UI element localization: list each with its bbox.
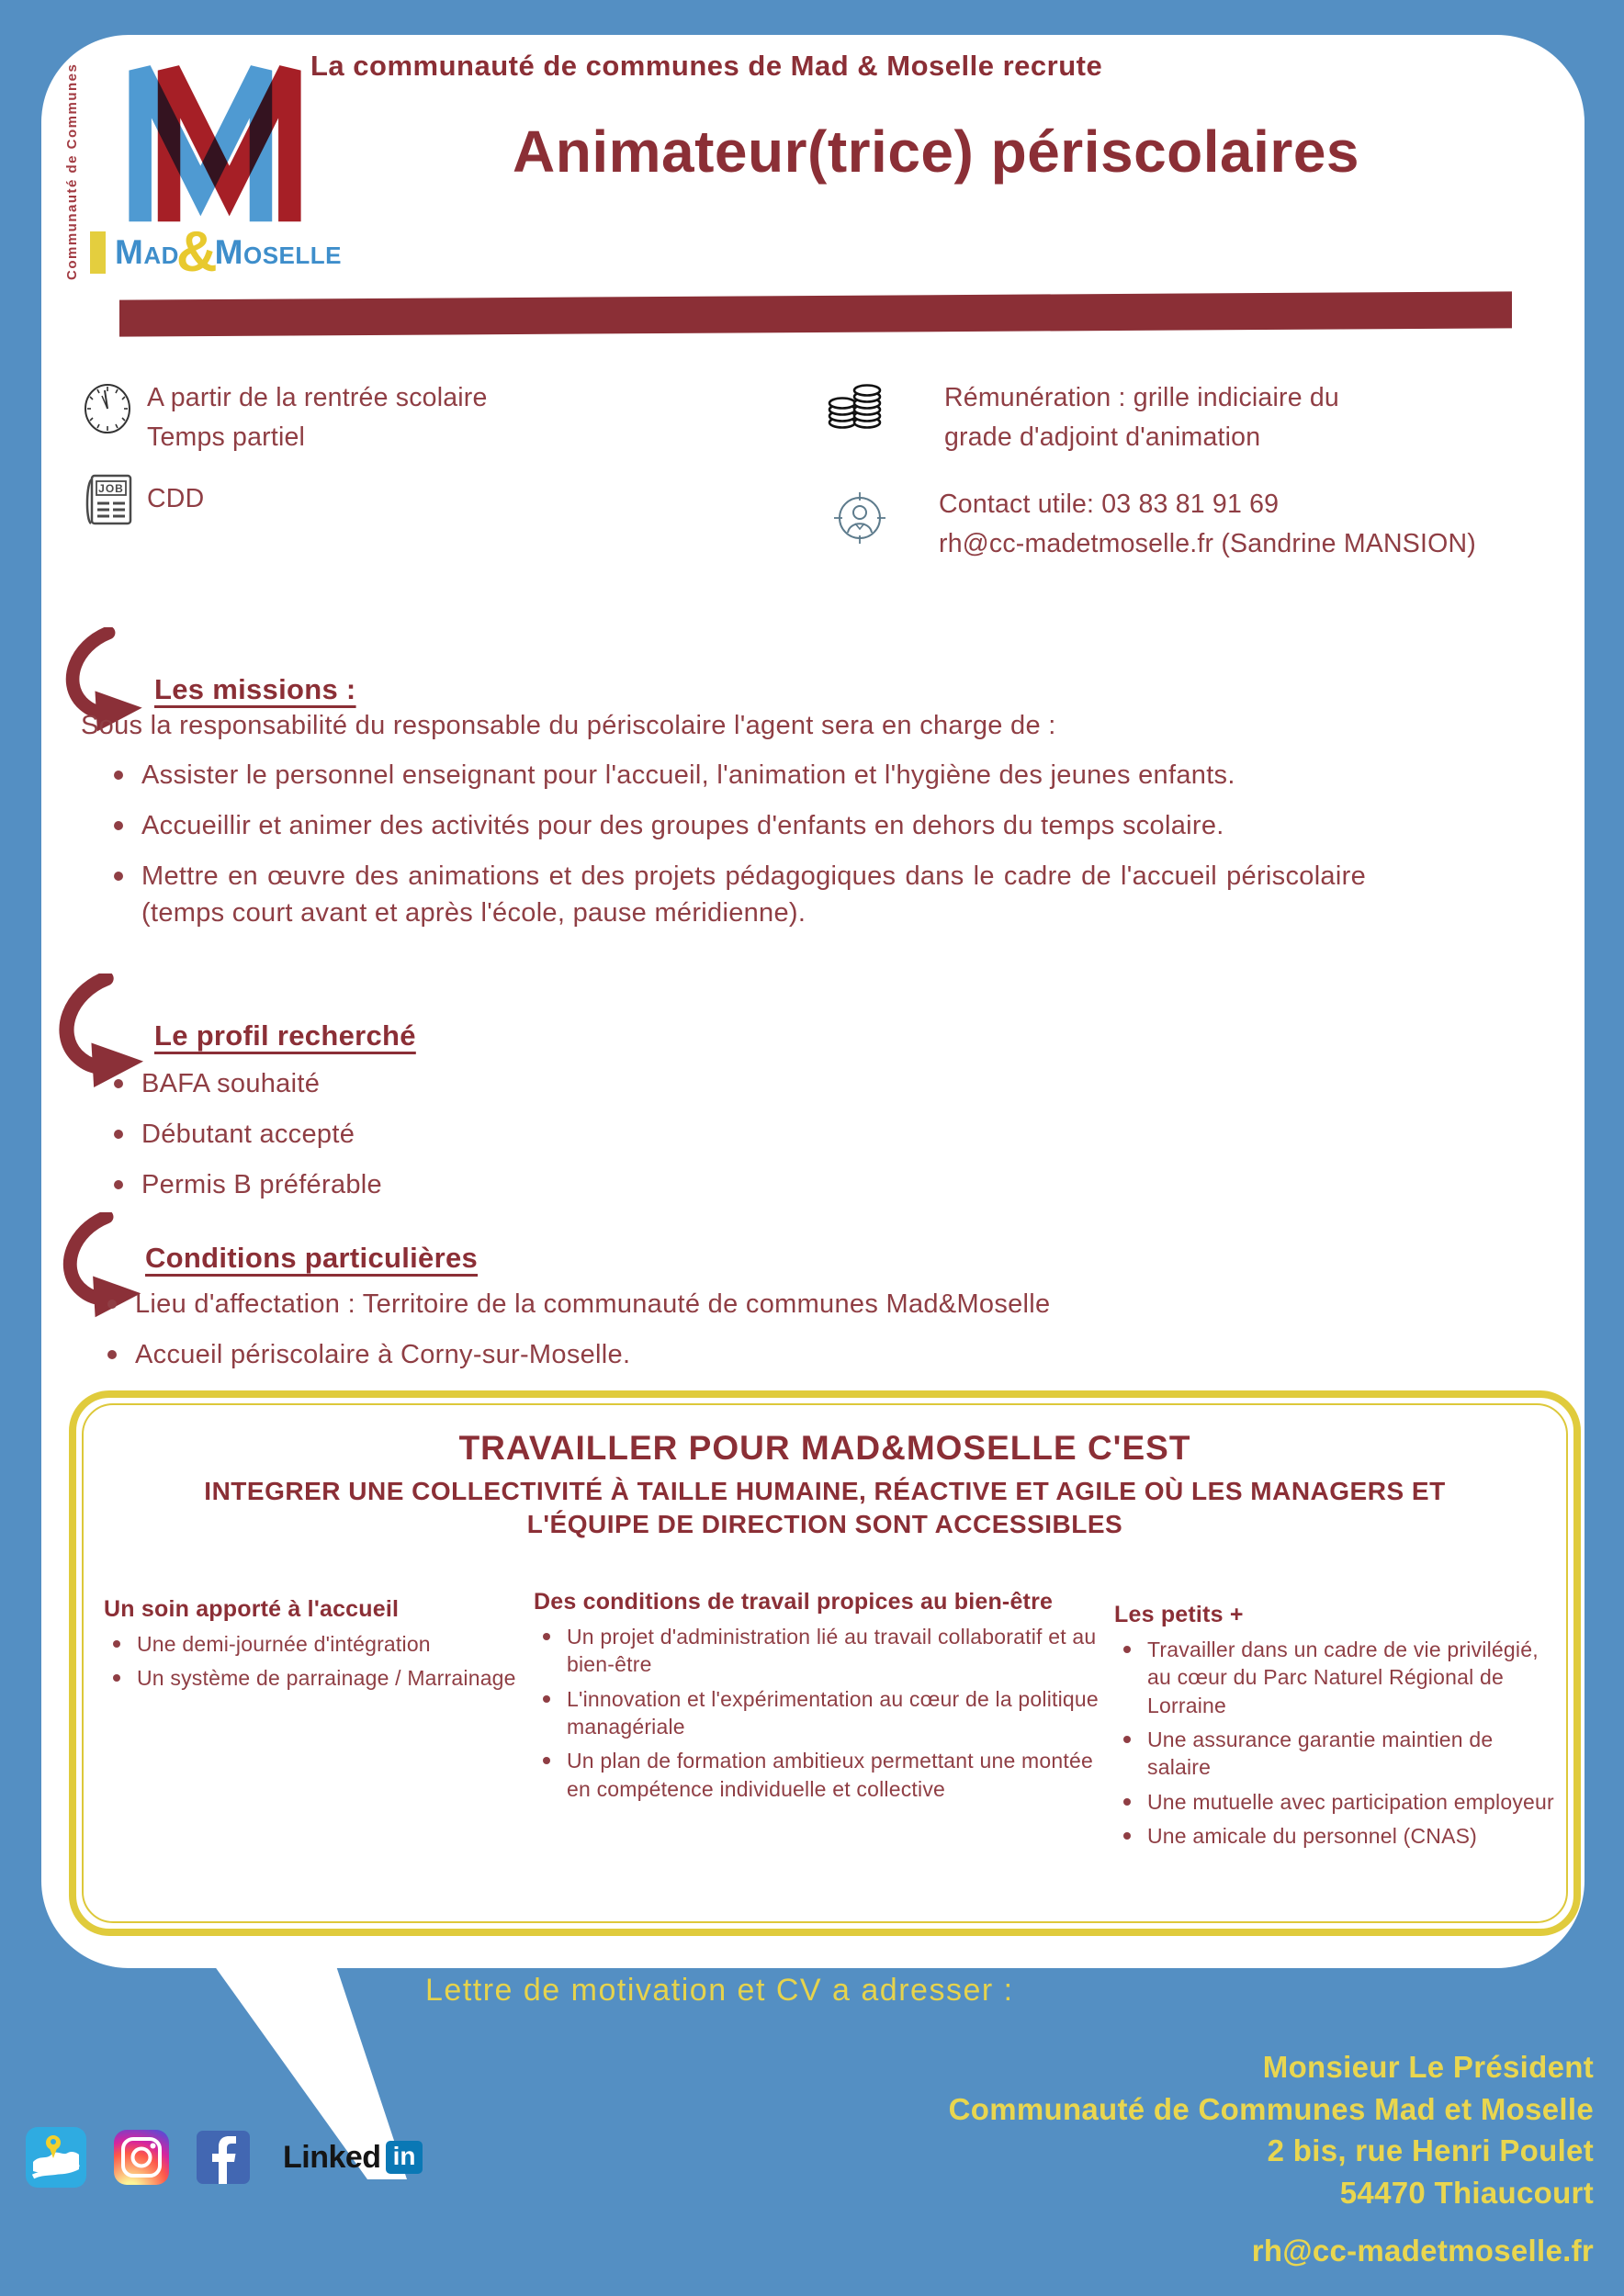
- column-heading: Les petits +: [1114, 1602, 1244, 1627]
- list-item: Une mutuelle avec participation employeur: [1114, 1788, 1560, 1816]
- fact-contract: [147, 479, 204, 519]
- list-item: Assister le personnel enseignant pour l'accueil, l'animation et l'hygiène des jeunes enfants.: [103, 757, 1453, 793]
- benefits-title: TRAVAILLER POUR MAD&MOSELLE C'EST: [458, 1429, 1191, 1467]
- column-list: [1114, 1636, 1560, 1851]
- logo-ampersand: &: [175, 220, 218, 284]
- fact-line: rh@cc-madetmoselle.fr (Sandrine MANSION): [939, 528, 1476, 558]
- missions-list: [103, 757, 1453, 945]
- linkedin-wordmark: Linked: [283, 2139, 381, 2175]
- mad-moselle-logo-icon: [125, 57, 305, 230]
- benefits-column-petits-plus: [1114, 1602, 1560, 1857]
- fact-line: Contact utile: 03 83 81 91 69: [939, 490, 1280, 519]
- list-item: Lieu d'affectation : Territoire de la communauté de communes Mad&Moselle: [96, 1286, 1493, 1322]
- benefits-box: [69, 1390, 1581, 1936]
- list-item: Un projet d'administration lié au travail collaboratif et au bien-être: [534, 1623, 1108, 1679]
- kicker-line: La communauté de communes de Mad & Moselle recrute: [310, 50, 1103, 82]
- fact-line: A partir de la rentrée scolaire: [147, 383, 488, 412]
- column-heading: Un soin apporté à l'accueil: [104, 1596, 400, 1622]
- fact-salary: [944, 378, 1339, 457]
- contact-target-icon: [832, 490, 887, 546]
- list-item: Accueil périscolaire à Corny-sur-Moselle.: [96, 1336, 1493, 1373]
- list-item: Accueillir et animer des activités pour des groupes d'enfants en dehors du temps scolaire.: [103, 807, 1453, 844]
- page-title: Animateur(trice) périscolaires: [513, 118, 1359, 185]
- linkedin-icon[interactable]: [283, 2140, 423, 2176]
- list-item: Débutant accepté: [103, 1116, 930, 1153]
- instagram-icon[interactable]: [114, 2130, 169, 2185]
- logo-wordmark: [90, 220, 342, 284]
- benefits-column-accueil: [104, 1596, 540, 1699]
- territory-app-icon[interactable]: [26, 2127, 86, 2188]
- profil-list: [103, 1065, 930, 1217]
- list-item: BAFA souhaité: [103, 1065, 930, 1102]
- address-line: 2 bis, rue Henri Poulet: [1267, 2133, 1594, 2168]
- section-heading-conditions: Conditions particulières: [145, 1242, 479, 1274]
- list-item: Permis B préférable: [103, 1166, 930, 1203]
- list-item: Mettre en œuvre des animations et des projets pédagogiques dans le cadre de l'accueil périscolaire (temps court avant et après l'école, pause méridienne).: [103, 858, 1366, 931]
- contact-email: rh@cc-madetmoselle.fr: [1251, 2234, 1594, 2268]
- conditions-list: [96, 1286, 1493, 1387]
- facebook-icon[interactable]: [197, 2131, 250, 2184]
- fact-line: grade d'adjoint d'animation: [944, 422, 1261, 452]
- fact-line: Rémunération : grille indiciaire du: [944, 383, 1339, 412]
- list-item: Un système de parrainage / Marrainage: [104, 1664, 540, 1692]
- job-label: JOB: [98, 482, 124, 495]
- list-item: Un plan de formation ambitieux permettant une montée en compétence individuelle et collective: [534, 1747, 1108, 1803]
- benefits-column-conditions: [534, 1589, 1108, 1809]
- cta-line: Lettre de motivation et CV a adresser :: [425, 1973, 1014, 2008]
- logo-word-mad: Mad: [115, 232, 179, 271]
- fact-line: CDD: [147, 484, 205, 513]
- address-block: [949, 2046, 1594, 2272]
- linkedin-badge: in: [386, 2141, 423, 2174]
- list-item: Une amicale du personnel (CNAS): [1114, 1822, 1560, 1850]
- benefits-subtitle: INTEGRER UNE COLLECTIVITÉ À TAILLE HUMAINE, RÉACTIVE ET AGILE OÙ LES MANAGERS ET L'ÉQUIPE DE DIRECTION SONT ACCESSIBLES: [204, 1477, 1446, 1538]
- list-item: Une assurance garantie maintien de salaire: [1114, 1726, 1560, 1782]
- logo-word-moselle: Moselle: [214, 232, 342, 271]
- address-line: Monsieur Le Président: [1262, 2050, 1594, 2084]
- fact-schedule: [147, 378, 488, 457]
- column-heading: Des conditions de travail propices au bien-être: [534, 1589, 1054, 1615]
- section-heading-missions: Les missions :: [154, 673, 356, 705]
- fact-contact: [939, 485, 1476, 564]
- list-item: Une demi-journée d'intégration: [104, 1630, 540, 1658]
- logo-yellow-bar: [90, 231, 106, 274]
- job-newspaper-icon: [79, 470, 136, 529]
- coins-icon: [825, 378, 885, 435]
- fact-line: Temps partiel: [147, 422, 306, 452]
- address-line: Communauté de Communes Mad et Moselle: [948, 2091, 1594, 2126]
- missions-intro: Sous la responsabilité du responsable du périscolaire l'agent sera en charge de :: [81, 711, 1056, 740]
- list-item: L'innovation et l'expérimentation au cœur de la politique managériale: [534, 1685, 1108, 1741]
- logo-vertical-text: Communauté de Communes: [64, 62, 80, 280]
- clock-icon: [83, 382, 132, 435]
- list-item: Travailler dans un cadre de vie privilégié, au cœur du Parc Naturel Régional de Lorraine: [1114, 1636, 1560, 1719]
- column-list: [534, 1623, 1108, 1803]
- address-line: 54470 Thiaucourt: [1339, 2175, 1594, 2210]
- column-list: [104, 1630, 540, 1693]
- social-links: [26, 2127, 423, 2188]
- section-heading-profil: Le profil recherché: [154, 1019, 416, 1052]
